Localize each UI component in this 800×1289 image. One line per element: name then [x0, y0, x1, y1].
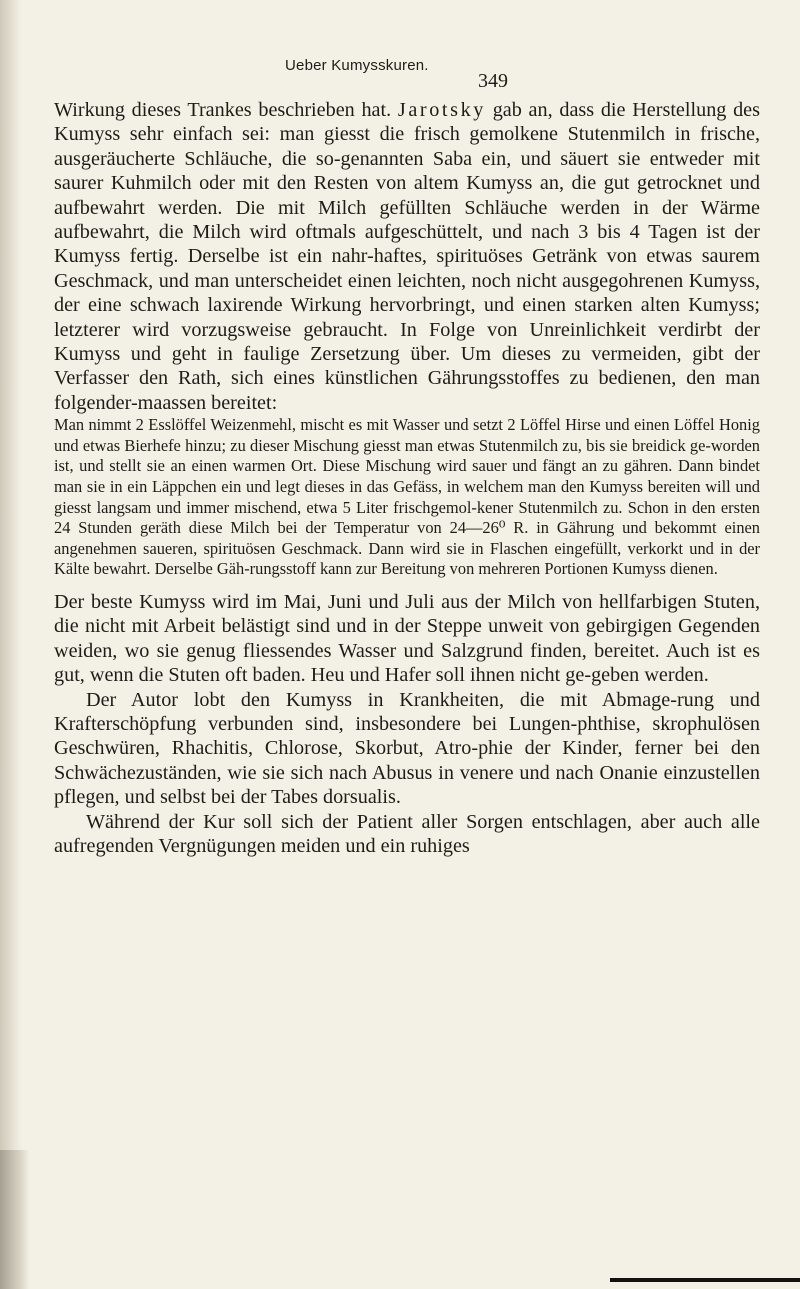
- binding-shadow: [0, 1150, 30, 1289]
- running-head: [285, 57, 800, 92]
- running-head-title: Ueber Kumysskuren.: [285, 57, 429, 74]
- paragraph-preparation: [54, 98, 760, 415]
- bottom-edge-rule: [610, 1278, 800, 1282]
- paragraph-regimen: Während der Kur soll sich der Patient aller Sorgen entschlagen, aber auch alle aufregenden Vergnügungen meiden und ein ruhiges: [54, 810, 760, 858]
- paragraph-indications: Der Autor lobt den Kumyss in Krankheiten, die mit Abmage-rung und Krafterschöpfung verbunden sind, insbesondere bei Lungen-phthise, skrophulösen Geschwüren, Rhachitis, Chlorose, Skorbut, Atro-phie der Kinder, ferner bei den Schwächezuständen, wie sie sich nach Abusus in venere und nach Onanie einzustellen pflegen, und selbst bei der Tabes dorsualis.: [54, 688, 760, 809]
- paragraph-preparation-rest: gab an, dass die Herstellung des Kumyss sehr einfach sei: man giesst die frisch gemolkene Stutenmilch in frische, ausgeräucherte Schläuche, die so-genannten Saba ein, und säuert sie entweder mit saurer Kuhmilch oder mit den Resten von altem Kumyss an, die gut getrocknet und aufbewahrt werden. Die mit Milch gefüllten Schläuche werden in der Wärme aufbewahrt, die Milch wird oftmals aufgeschüttelt, und nach 3 bis 4 Tagen ist der Kumyss fertig. Derselbe ist ein nahr-haftes, spirituöses Getränk von etwas saurem Geschmack, und man unterscheidet einen leichten, noch nicht ausgegohrenen Kumyss, der eine schwach laxirende Wirkung hervorbringt, und einen starken alten Kumyss; letzterer wird vorzugsweise gebraucht. In Folge von Unreinlichkeit verdirbt der Kumyss und geht in faulige Zersetzung über. Um dieses zu vermeiden, gibt der Verfasser den Rath, sich eines künstlichen Gährungsstoffes zu bedienen, den man folgender-maassen bereitet:: [54, 99, 761, 414]
- spacer: [54, 580, 760, 590]
- binding-edge: [0, 0, 22, 1289]
- paragraph-best-kumyss: Der beste Kumyss wird im Mai, Juni und Juli aus der Milch von hellfarbigen Stuten, die nicht mit Arbeit belästigt sind und in der Steppe unweit von gebirgigen Gegenden weiden, wo sie genug fliessendes Wasser und Salzgrund finden, bereitet. Auch ist es gut, wenn die Stuten oft baden. Heu und Hafer soll ihnen nicht ge-geben werden.: [54, 591, 760, 687]
- paragraph-preparation-lead: Wirkung dieses Trankes beschrieben hat.: [54, 99, 398, 121]
- author-name: Jarotsky: [397, 99, 486, 121]
- body-text: [54, 98, 760, 859]
- paragraph-ferment-recipe: Man nimmt 2 Esslöffel Weizenmehl, mischt es mit Wasser und setzt 2 Löffel Hirse und einen Löffel Honig und etwas Bierhefe hinzu; zu dieser Mischung giesst man etwas Stutenmilch zu, bis sie breidick ge-worden ist, und stellt sie an einen warmen Ort. Diese Mischung wird sauer und fängt an zu gähren. Dann bindet man sie in ein Läppchen ein und legt dieses in das Gefäss, in welchem man den Kumyss bereiten will und giesst langsam und immer mischend, etwa 5 Liter frischgemol-kener Stutenmilch zu. Schon in den ersten 24 Stunden geräth diese Milch bei der Temperatur von 24—26⁰ R. in Gährung und bekommt einen angenehmen saueren, spirituösen Geschmack. Dann wird sie in Flaschen eingefüllt, verkorkt und in der Kälte bewahrt. Derselbe Gäh-rungsstoff kann zur Bereitung von mehreren Portionen Kumyss dienen.: [54, 415, 760, 579]
- page-number: 349: [478, 70, 508, 92]
